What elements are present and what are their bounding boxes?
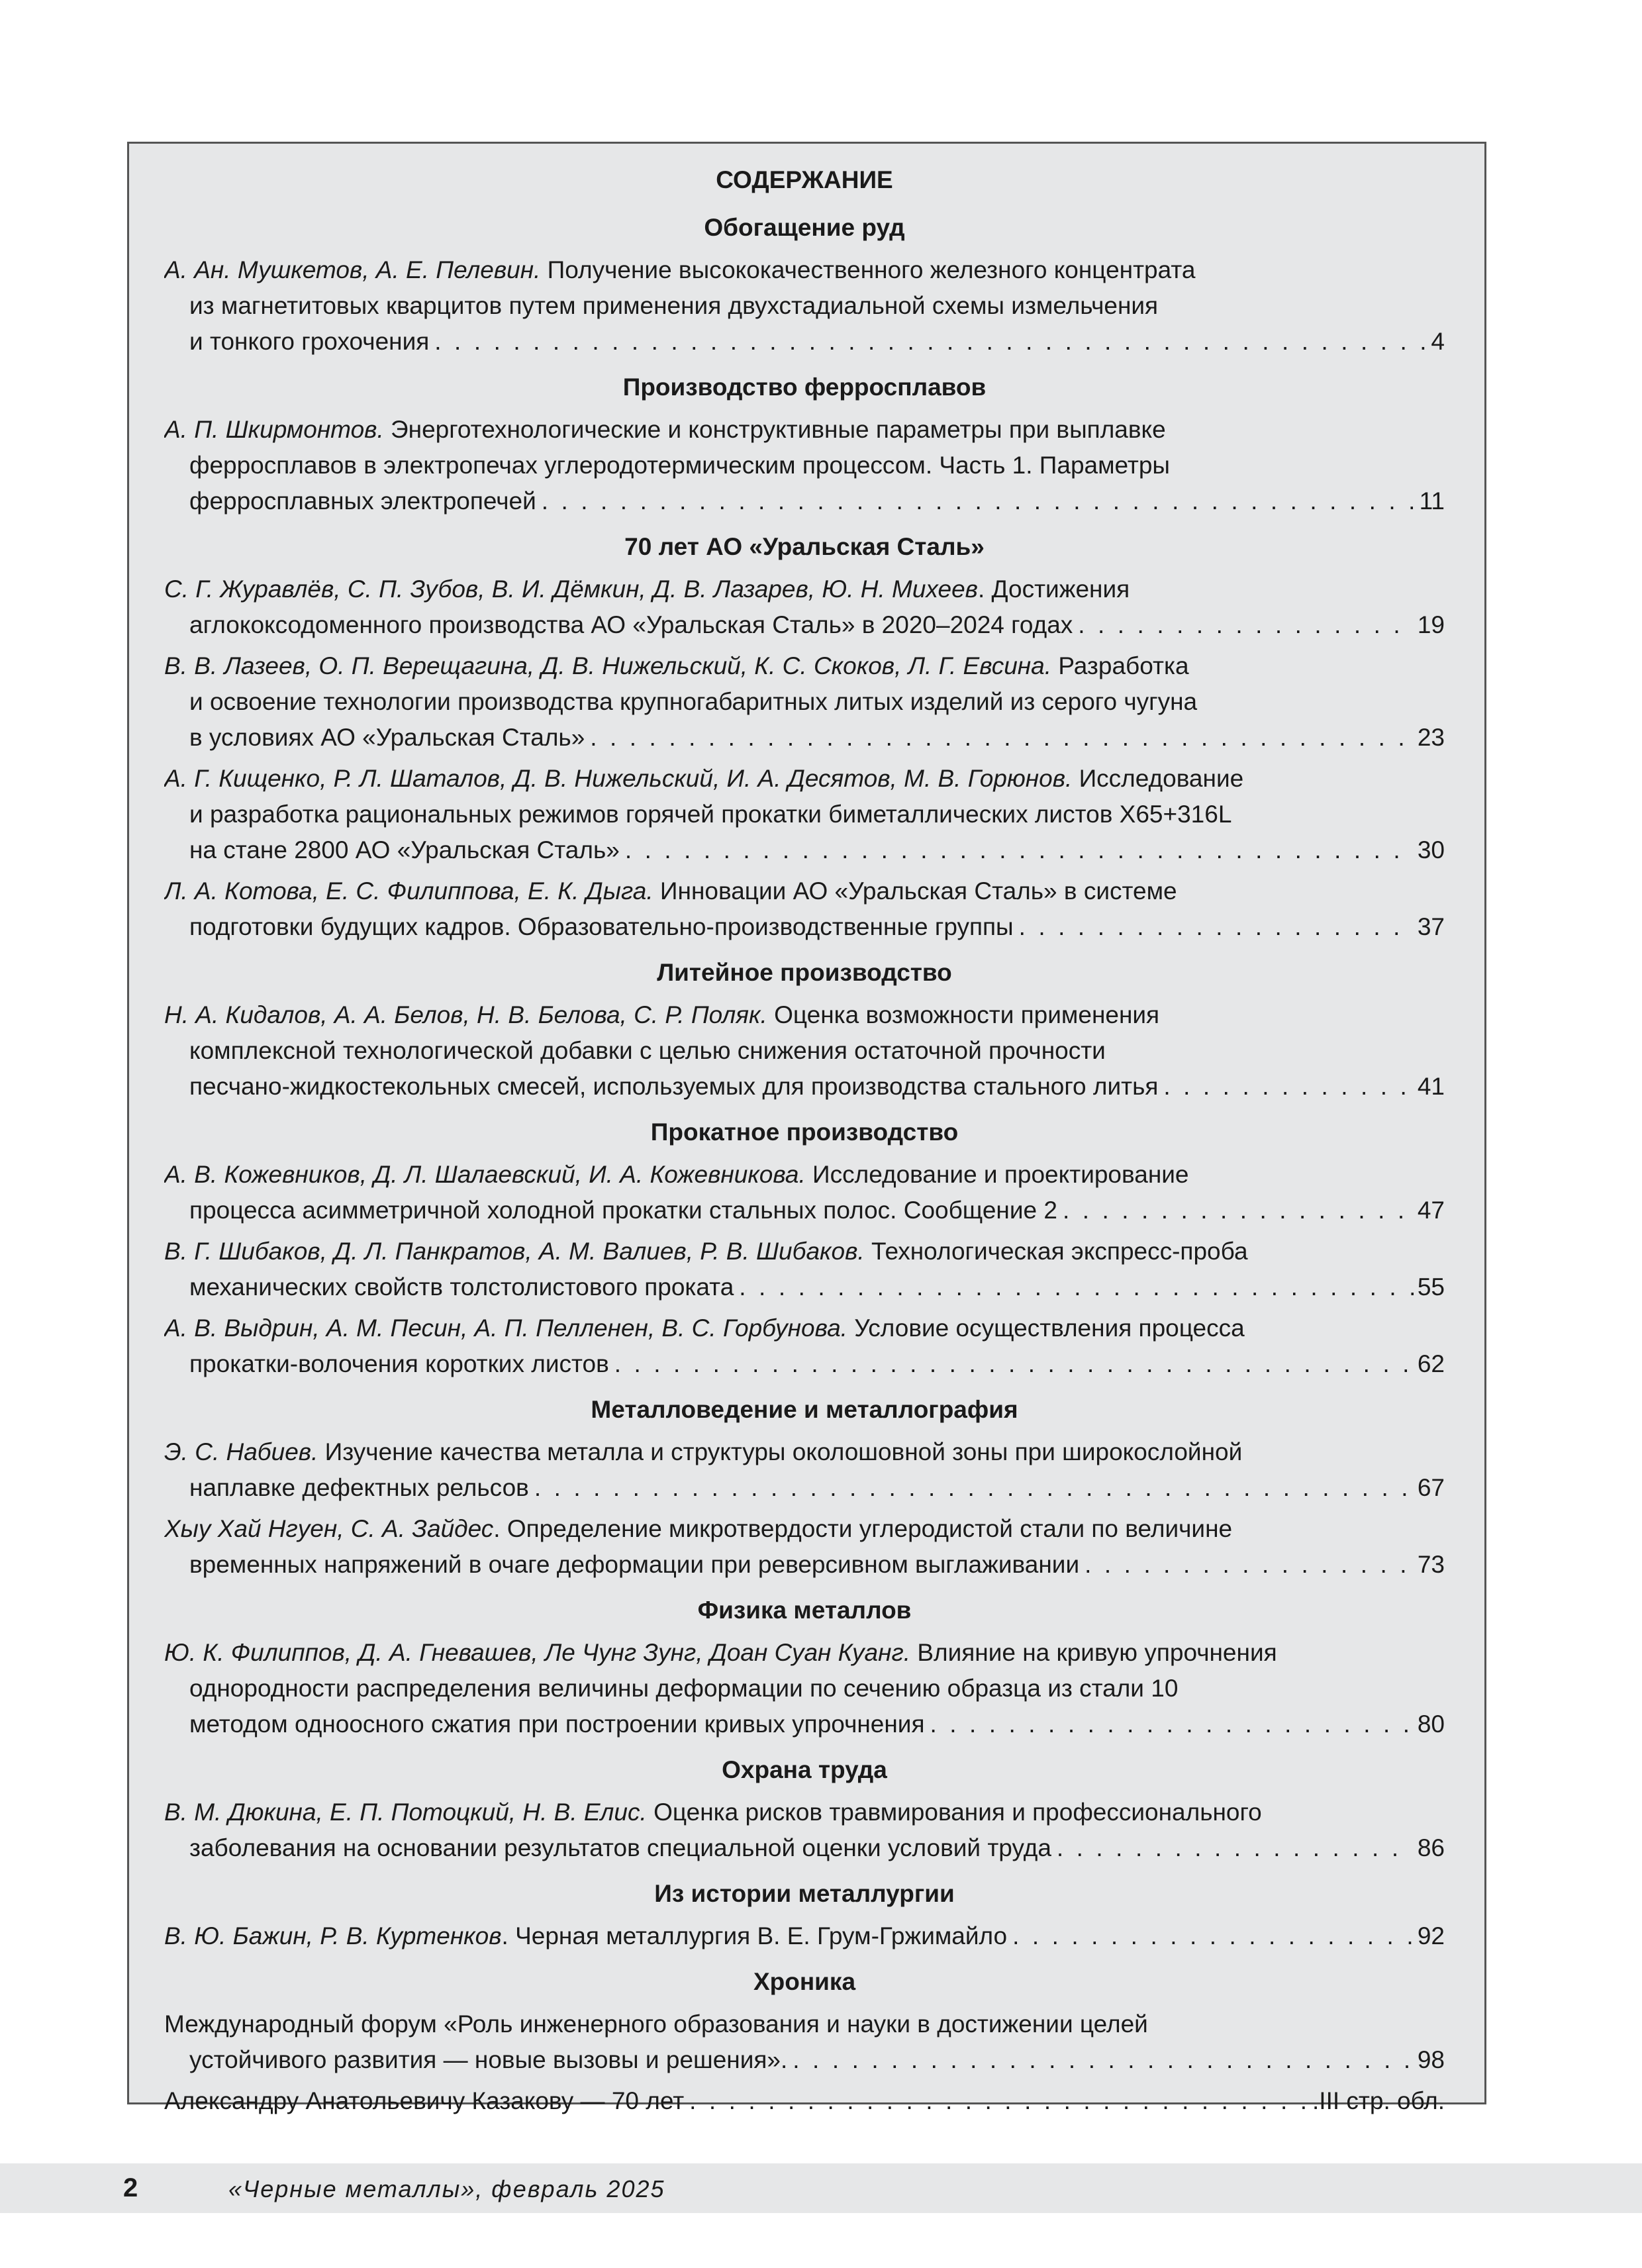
entry-title-start: Получение высококачественного железного концентрата: [547, 256, 1196, 283]
entry-title-start: Международный форум «Роль инженерного образования и науки в достижении целей: [164, 2010, 1148, 2038]
section-heading: Производство ферросплавов: [622, 373, 987, 401]
entry-page-number[interactable]: 37: [1417, 913, 1445, 940]
toc-section: [164, 956, 1445, 1105]
entry-title-start: . Определение микротвердости углеродистой стали по величине: [493, 1515, 1233, 1542]
entry-page-number[interactable]: 30: [1417, 836, 1445, 863]
entry-first-line: [164, 1511, 1445, 1547]
dot-leader: [625, 832, 1414, 868]
entry-title-end: [189, 1547, 1079, 1583]
entry-title-continued: комплексной технологической добавки с целью снижения остаточной прочности: [189, 1037, 1106, 1064]
entry-title-end: [189, 1830, 1051, 1866]
entry-authors: В. Ю. Бажин, Р. В. Куртенков: [164, 1922, 502, 1949]
toc-entry[interactable]: [164, 873, 1445, 945]
entry-title-start: Изучение качества металла и структуры околошовной зоны при широкослойной: [324, 1438, 1243, 1465]
entry-authors: А. В. Кожевников, Д. Л. Шалаевский, И. А. Кожевникова.: [164, 1161, 806, 1188]
entry-title-text: . Черная металлургия В. Е. Грум-Гржимайло: [501, 1922, 1008, 1949]
dot-leader: [689, 2083, 1308, 2119]
entry-title-start: Исследование и проектирование: [812, 1161, 1189, 1188]
table-of-contents: [127, 142, 1486, 2114]
entry-title-end: [189, 1069, 1158, 1105]
entry-title-text: на стане 2800 АО «Уральская Сталь»: [189, 836, 620, 863]
dot-leader: [1012, 1918, 1414, 1954]
entry-last-line: [164, 909, 1445, 945]
dot-leader: [793, 2042, 1414, 2078]
dot-leader: [590, 720, 1414, 756]
entry-title-text: устойчивого развития — новые вызовы и решения».: [189, 2046, 788, 2073]
entry-title-continued: и освоение технологии производства крупногабаритных литых изделий из серого чугуна: [189, 688, 1198, 715]
toc-entry[interactable]: [164, 1918, 1445, 1954]
entry-title-end: [189, 1706, 925, 1742]
entry-last-line: [164, 607, 1445, 643]
entry-first-line: [164, 412, 1445, 448]
section-heading: 70 лет АО «Уральская Сталь»: [624, 533, 985, 560]
entry-title-text: механических свойств толстолистового проката: [189, 1273, 734, 1301]
entry-first-line: [164, 1234, 1445, 1269]
journal-name: «Черные металлы», февраль 2025: [228, 2175, 665, 2202]
entry-authors: Э. С. Набиев.: [164, 1438, 318, 1465]
entry-last-line: [164, 1269, 1445, 1305]
entry-title-start: Разработка: [1058, 652, 1189, 679]
toc-entry[interactable]: [164, 571, 1445, 643]
entry-last-line: [164, 1918, 1445, 1954]
toc-entry[interactable]: [164, 1795, 1445, 1866]
entry-title-text: заболевания на основании результатов специальной оценки условий труда: [189, 1834, 1051, 1861]
section-heading: Литейное производство: [657, 959, 952, 986]
entry-authors: Хыу Хай Нгуен, С. А. Зайдес: [164, 1515, 494, 1542]
dot-leader: [1019, 909, 1414, 945]
dot-leader: [542, 483, 1416, 519]
entry-title-text: временных напряжений в очаге деформации при реверсивном выглаживании: [189, 1551, 1080, 1578]
toc-entry[interactable]: [164, 1234, 1445, 1305]
entry-last-line: [164, 1193, 1445, 1228]
entry-title-end: [189, 2042, 787, 2078]
toc-section: [164, 1393, 1445, 1583]
entry-title-start: Энерготехнологические и конструктивные параметры при выплавке: [391, 416, 1166, 443]
entry-page-number[interactable]: 73: [1417, 1551, 1445, 1578]
entry-page-number[interactable]: 80: [1417, 1710, 1445, 1738]
toc-section: [164, 530, 1445, 945]
entry-last-line: [164, 1547, 1445, 1583]
entry-page-number[interactable]: 47: [1417, 1197, 1445, 1224]
dot-leader: [1085, 1547, 1414, 1583]
entry-title-text: песчано-жидкостекольных смесей, используемых для производства стального литья: [189, 1073, 1159, 1100]
toc-entry[interactable]: [164, 412, 1445, 519]
entry-authors: В. Г. Шибаков, Д. Л. Панкратов, А. М. Валиев, Р. В. Шибаков.: [164, 1238, 865, 1265]
toc-entry[interactable]: [164, 1434, 1445, 1506]
entry-title-end: [189, 909, 1014, 945]
toc-entry[interactable]: [164, 997, 1445, 1105]
entry-authors: А. Г. Кищенко, Р. Л. Шаталов, Д. В. Нижельский, И. А. Десятов, М. В. Горюнов.: [164, 765, 1073, 792]
dot-leader: [434, 324, 1427, 360]
page-number: 2: [123, 2173, 138, 2202]
entry-last-line: [164, 2083, 1445, 2119]
dot-leader: [534, 1470, 1414, 1506]
entry-authors: А. Ан. Мушкетов, А. Е. Пелевин.: [164, 256, 541, 283]
entry-last-line: [164, 1830, 1445, 1866]
entry-last-line: [164, 1069, 1445, 1105]
toc-entry[interactable]: [164, 761, 1445, 868]
entry-authors: В. М. Дюкина, Е. П. Потоцкий, Н. В. Елис.: [164, 1799, 647, 1826]
entry-title-end: [189, 832, 620, 868]
entry-authors: С. Г. Журавлёв, С. П. Зубов, В. И. Дёмкин, Д. В. Лазарев, Ю. Н. Михеев: [164, 575, 978, 603]
entry-last-line: [164, 1706, 1445, 1742]
entry-title-end: [189, 720, 585, 756]
entry-last-line: [164, 483, 1445, 519]
section-heading: Охрана труда: [722, 1756, 887, 1783]
toc-entry[interactable]: [164, 1157, 1445, 1228]
section-heading: Из истории металлургии: [654, 1880, 955, 1907]
entry-authors: А. П. Шкирмонтов.: [164, 416, 384, 443]
entry-authors: А. В. Выдрин, А. М. Песин, А. П. Пелленен, В. С. Горбунова.: [164, 1314, 847, 1342]
toc-entry[interactable]: [164, 2006, 1445, 2078]
entry-first-line: [164, 1635, 1445, 1671]
entry-page-number[interactable]: 19: [1417, 611, 1445, 638]
entry-title-end: [164, 2083, 684, 2119]
entry-title-text: процесса асимметричной холодной прокатки стальных полос. Сообщение 2: [189, 1197, 1057, 1224]
entry-last-line: [164, 720, 1445, 756]
entry-title-text: методом одноосного сжатия при построении кривых упрочнения: [189, 1710, 925, 1738]
toc-entry[interactable]: [164, 252, 1445, 360]
section-heading: Физика металлов: [697, 1597, 912, 1624]
entry-page-number[interactable]: 67: [1417, 1474, 1445, 1501]
entry-page-number[interactable]: 98: [1417, 2046, 1445, 2073]
entry-last-line: [164, 832, 1445, 868]
entry-title-continued: и разработка рациональных режимов горячей прокатки биметаллических листов Х65+316L: [189, 801, 1232, 828]
entry-title-end: [189, 1269, 734, 1305]
entry-last-line: [164, 2042, 1445, 2078]
toc-entry[interactable]: [164, 1511, 1445, 1583]
entry-first-line: [164, 252, 1445, 288]
entry-page-number[interactable]: 55: [1417, 1273, 1445, 1301]
entry-last-line: [164, 324, 1445, 360]
entry-title-end: [164, 1918, 1007, 1954]
entry-title-text: ферросплавных электропечей: [189, 487, 536, 515]
entry-title-end: [189, 1346, 609, 1382]
entry-title-text: в условиях АО «Уральская Сталь»: [189, 724, 585, 751]
entry-title-start: Технологическая экспресс-проба: [871, 1238, 1248, 1265]
entry-first-line: [164, 761, 1445, 797]
toc-entry[interactable]: [164, 2083, 1445, 2119]
section-heading: Металловедение и металлография: [591, 1396, 1018, 1423]
entry-first-line: [164, 873, 1445, 909]
entry-title-text: наплавке дефектных рельсов: [189, 1474, 529, 1501]
entry-last-line: [164, 1346, 1445, 1382]
entry-title-continued: ферросплавов в электропечах углеродотермическим процессом. Часть 1. Параметры: [189, 452, 1171, 479]
entry-title-start: Исследование: [1079, 765, 1244, 792]
entry-title-end: [189, 607, 1073, 643]
entry-title-text: и тонкого грохочения: [189, 328, 430, 355]
entry-authors: Л. А. Котова, Е. С. Филиппова, Е. К. Дыга.: [164, 877, 653, 905]
entry-title-continued: из магнетитовых кварцитов путем применения двухстадиальной схемы измельчения: [189, 292, 1159, 319]
entry-title-start: Влияние на кривую упрочнения: [917, 1639, 1277, 1666]
entry-first-line: [164, 1434, 1445, 1470]
entry-first-line: [164, 1310, 1445, 1346]
entry-title-text: подготовки будущих кадров. Образовательно-производственные группы: [189, 913, 1014, 940]
dot-leader: [1078, 607, 1414, 643]
entry-page-number[interactable]: 11: [1419, 487, 1445, 515]
entry-page-number[interactable]: 23: [1417, 724, 1445, 751]
entry-first-line: [164, 1157, 1445, 1193]
entry-page-number[interactable]: 4: [1431, 328, 1445, 355]
entry-page-number[interactable]: 41: [1417, 1073, 1445, 1100]
entry-title-text: аглококсодоменного производства АО «Уральская Сталь» в 2020–2024 годах: [189, 611, 1073, 638]
entry-page-number[interactable]: .III стр. обл.: [1312, 2087, 1445, 2114]
entry-title-start: . Достижения: [978, 575, 1130, 603]
toc-entry[interactable]: [164, 1635, 1445, 1742]
toc-title: СОДЕРЖАНИЕ: [716, 166, 893, 193]
entry-last-line: [164, 1470, 1445, 1506]
entry-title-text: Александру Анатольевичу Казакову — 70 лет: [164, 2087, 685, 2114]
toc-section: [164, 1116, 1445, 1382]
entry-title-end: [189, 483, 536, 519]
entry-page-number[interactable]: 62: [1417, 1350, 1445, 1377]
entry-authors: Н. А. Кидалов, А. А. Белов, Н. В. Белова, С. Р. Поляк.: [164, 1001, 767, 1028]
entry-first-line: [164, 648, 1445, 684]
entry-authors: В. В. Лазеев, О. П. Верещагина, Д. В. Нижельский, К. С. Скоков, Л. Г. Евсина.: [164, 652, 1052, 679]
entry-title-continued: однородности распределения величины деформации по сечению образца из стали 10: [189, 1675, 1179, 1702]
dot-leader: [1063, 1193, 1414, 1228]
dot-leader: [1057, 1830, 1414, 1866]
entry-title-end: [189, 1193, 1057, 1228]
entry-first-line: [164, 1795, 1445, 1830]
entry-first-line: [164, 997, 1445, 1033]
dot-leader: [614, 1346, 1414, 1382]
entry-title-start: Инновации АО «Уральская Сталь» в системе: [659, 877, 1177, 905]
toc-section: [164, 1877, 1445, 1954]
section-heading: Хроника: [753, 1968, 856, 1995]
toc-section: [164, 371, 1445, 519]
entry-page-number[interactable]: 86: [1417, 1834, 1445, 1861]
toc-section: [164, 1753, 1445, 1866]
toc-entry[interactable]: [164, 648, 1445, 756]
entry-title-start: Условие осуществления процесса: [854, 1314, 1245, 1342]
entry-page-number[interactable]: 92: [1417, 1922, 1445, 1949]
entry-title-start: Оценка рисков травмирования и профессионального: [653, 1799, 1262, 1826]
toc-section: [164, 1965, 1445, 2119]
section-heading: Прокатное производство: [650, 1118, 959, 1146]
entry-title-start: Оценка возможности применения: [774, 1001, 1160, 1028]
entry-title-end: [189, 324, 429, 360]
entry-first-line: [164, 571, 1445, 607]
dot-leader: [930, 1706, 1414, 1742]
entry-title-end: [189, 1470, 529, 1506]
toc-section: [164, 211, 1445, 360]
entry-first-line: [164, 2006, 1445, 2042]
entry-title-text: прокатки-волочения коротких листов: [189, 1350, 609, 1377]
entry-authors: Ю. К. Филиппов, Д. А. Гневашев, Ле Чунг Зунг, Доан Суан Куанг.: [164, 1639, 911, 1666]
toc-entry[interactable]: [164, 1310, 1445, 1382]
toc-sections: [164, 211, 1445, 2119]
dot-leader: [739, 1269, 1414, 1305]
section-heading: Обогащение руд: [704, 214, 905, 241]
dot-leader: [1163, 1069, 1413, 1105]
toc-section: [164, 1594, 1445, 1742]
